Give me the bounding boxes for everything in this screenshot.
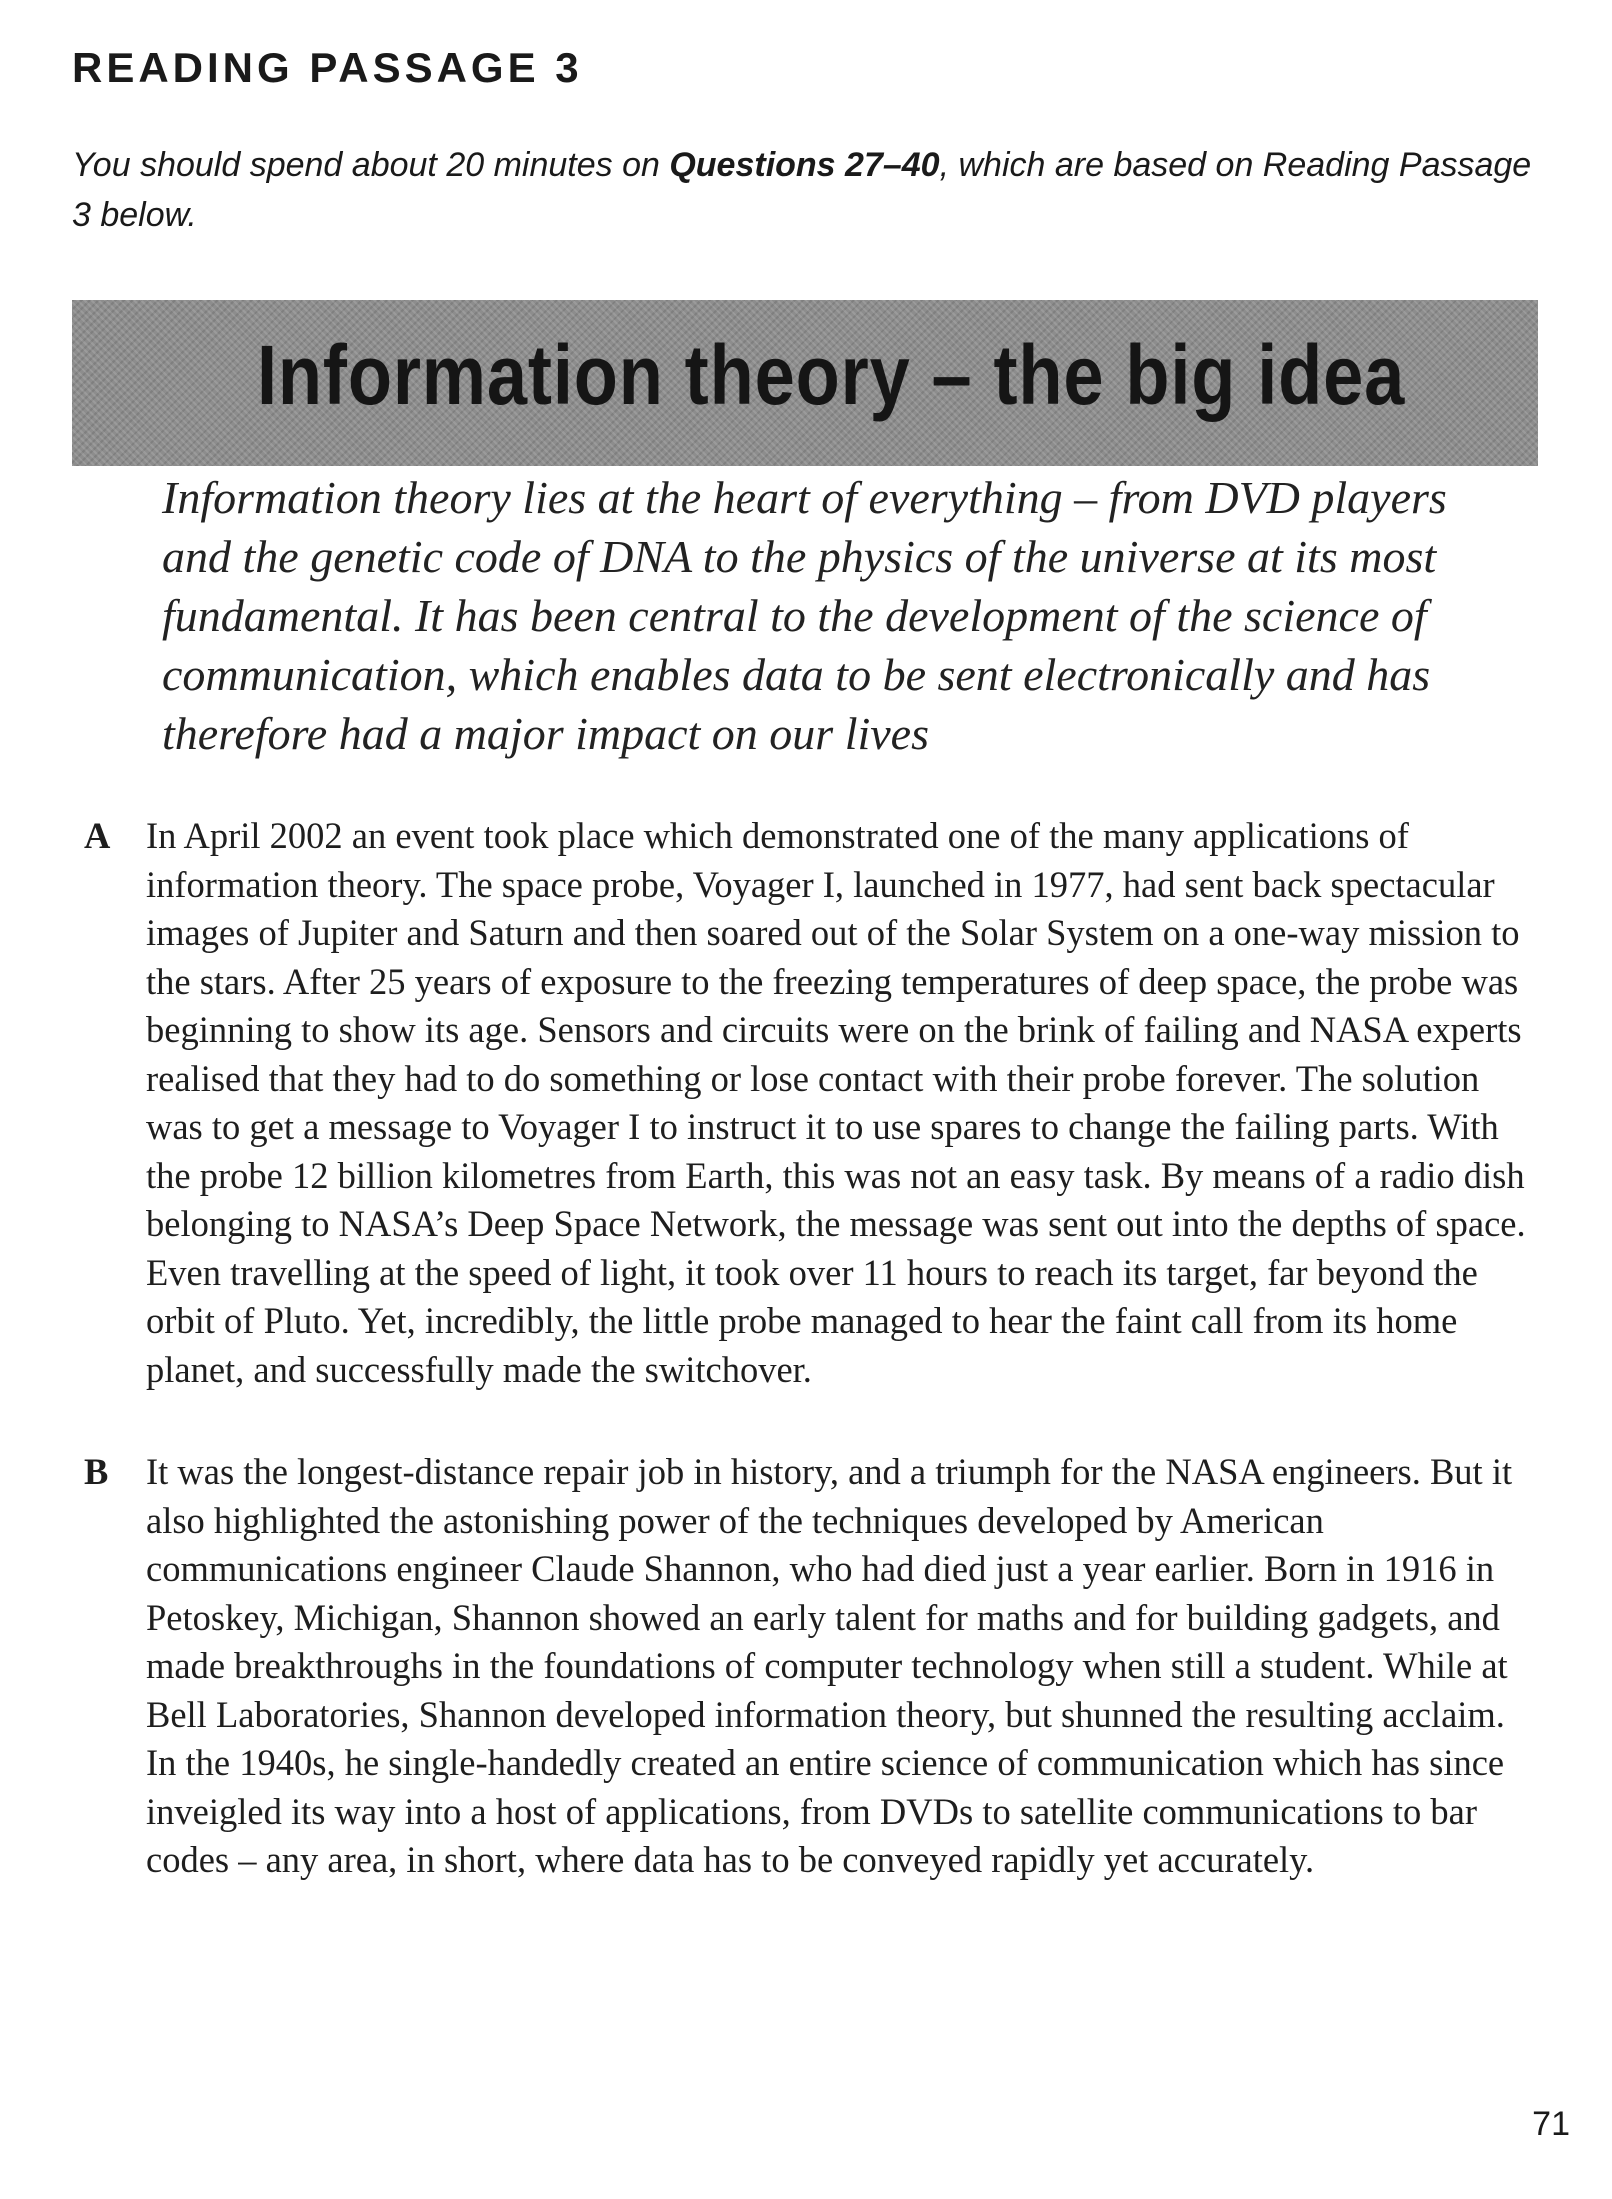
passage-title: Information theory – the big idea (257, 328, 1406, 422)
instructions-questions: Questions 27–40 (669, 146, 940, 184)
standfirst: Information theory lies at the heart of everything – from DVD players and the genetic code of DNA to the physics of the universe at its most fundamental. It has been central to the development of the science of communication, which enables data to be sent electronically and has therefore had a major impact on our lives (162, 472, 1447, 759)
instructions (72, 140, 1532, 240)
paragraph-b (84, 1448, 1544, 1885)
paragraph-text: In April 2002 an event took place which demonstrated one of the many applications of information theory. The space probe, Voyager I, launched in 1977, had sent back spectacular images of Jupiter and Saturn and then soared out of the Solar System on a one-way mission to the stars. After 25 years of exposure to the freezing temperatures of deep space, the probe was beginning to show its age. Sensors and circuits were on the brink of failing and NASA experts realised that they had to do something or lose contact with their probe forever. The solution was to get a message to Voyager I to instruct it to use spares to change the failing parts. With the probe 12 billion kilometres from Earth, this was not an easy task. By means of a radio dish belonging to NASA’s Deep Space Network, the message was sent out into the depths of space. Even travelling at the speed of light, it took over 11 hours to reach its target, far beyond the orbit of Pluto. Yet, incredibly, the little probe managed to hear the faint call from its home planet, and successfully made the switchover. (146, 815, 1526, 1390)
page-number: 71 (1532, 2105, 1570, 2143)
section-heading: READING PASSAGE 3 (72, 44, 583, 91)
title-banner (72, 300, 1538, 466)
paragraph-letter: B (84, 1451, 109, 1492)
instructions-text-end: , which are based on Reading Passage 3 below. (72, 146, 1532, 234)
paragraph-letter: A (84, 815, 111, 856)
paragraph-a (84, 812, 1544, 1394)
paragraph-text: It was the longest-distance repair job in history, and a triumph for the NASA engineers. But it also highlighted the astonishing power of the techniques developed by American communications engineer Claude Shannon, who had died just a year earlier. Born in 1916 in Petoskey, Michigan, Shannon showed an early talent for maths and for building gadgets, and made breakthroughs in the foundations of computer technology when still a student. While at Bell Laboratories, Shannon developed information theory, but shunned the resulting acclaim. In the 1940s, he single-handedly created an entire science of communication which has since inveigled its way into a host of applications, from DVDs to satellite communications to bar codes – any area, in short, where data has to be conveyed rapidly yet accurately. (146, 1451, 1513, 1880)
instructions-text: You should spend about 20 minutes on (72, 146, 670, 184)
